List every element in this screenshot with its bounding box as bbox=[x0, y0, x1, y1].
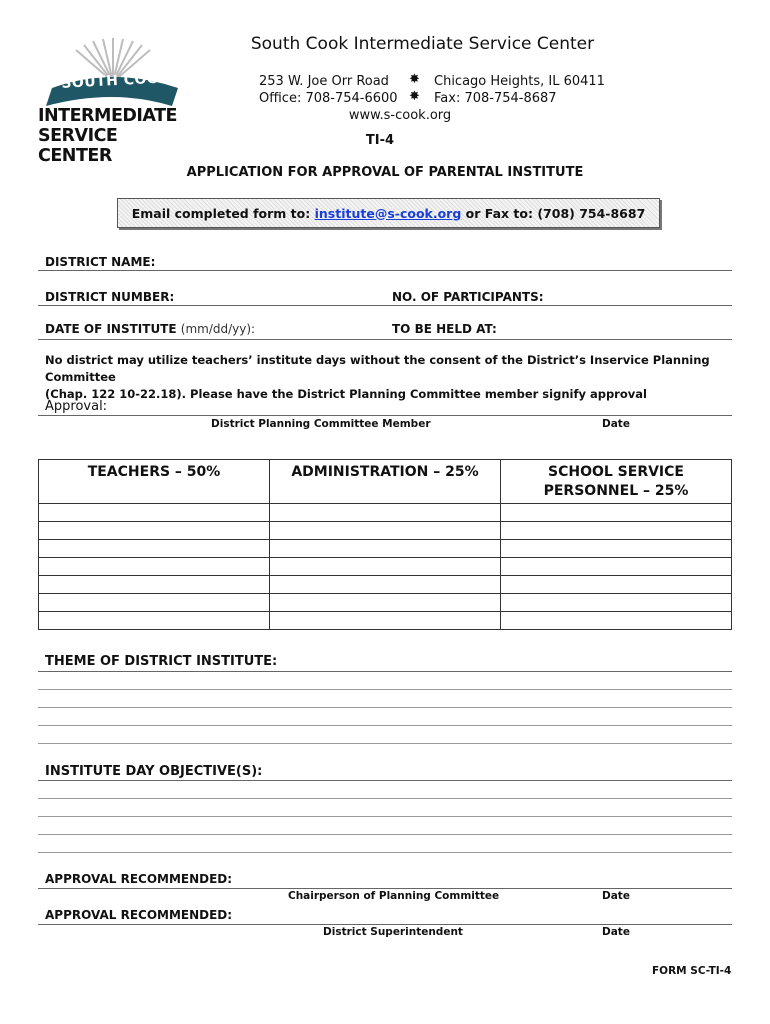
city: Chicago Heights, IL 60411 bbox=[434, 74, 605, 89]
email-box bbox=[117, 198, 660, 228]
table-cell[interactable] bbox=[501, 540, 732, 558]
table-cell[interactable] bbox=[501, 504, 732, 522]
district-number-line[interactable] bbox=[38, 305, 732, 306]
superintendent-date-caption: Date bbox=[602, 926, 630, 938]
table-cell[interactable] bbox=[39, 612, 270, 630]
table-row bbox=[39, 540, 732, 558]
table-cell[interactable] bbox=[270, 558, 501, 576]
chairperson-date-caption: Date bbox=[602, 890, 630, 902]
table-row bbox=[39, 612, 732, 630]
page-title: APPLICATION FOR APPROVAL OF PARENTAL INSTITUTE bbox=[186, 165, 584, 180]
logo-line2: INTERMEDIATE bbox=[38, 106, 178, 126]
table-row bbox=[39, 594, 732, 612]
table-cell[interactable] bbox=[501, 522, 732, 540]
notice-line1: No district may utilize teachers’ institute days without the consent of the District’s Inservice Planning Committee bbox=[45, 353, 710, 384]
logo bbox=[38, 36, 188, 166]
table-cell[interactable] bbox=[39, 558, 270, 576]
approval-recommended-label-1: APPROVAL RECOMMENDED: bbox=[45, 872, 233, 886]
staff-table bbox=[38, 459, 732, 630]
form-code: TI-4 bbox=[365, 133, 395, 148]
superintendent-signature-line[interactable] bbox=[38, 924, 732, 925]
member-caption: District Planning Committee Member bbox=[211, 418, 431, 430]
notice-text bbox=[45, 352, 735, 403]
theme-line[interactable] bbox=[38, 671, 732, 672]
org-name: South Cook Intermediate Service Center bbox=[250, 34, 595, 54]
table-cell[interactable] bbox=[501, 612, 732, 630]
form-id: FORM SC-TI-4 bbox=[652, 965, 732, 977]
superintendent-caption: District Superintendent bbox=[323, 926, 463, 938]
logo-line1: SOUTH COOK bbox=[60, 70, 172, 92]
date-format-hint: (mm/dd/yy): bbox=[180, 322, 256, 336]
notice-line2: (Chap. 122 10-22.18). Please have the District Planning Committee member signify approval bbox=[45, 387, 647, 401]
table-cell[interactable] bbox=[270, 522, 501, 540]
objectives-label: INSTITUTE DAY OBJECTIVE(S): bbox=[45, 764, 263, 779]
star-icon: ✸ bbox=[409, 72, 420, 87]
col-administration: ADMINISTRATION – 25% bbox=[270, 460, 501, 504]
website: www.s-cook.org bbox=[348, 108, 452, 123]
approval-label: Approval: bbox=[45, 399, 108, 414]
objectives-line[interactable] bbox=[38, 780, 732, 781]
theme-label: THEME OF DISTRICT INSTITUTE: bbox=[45, 654, 278, 669]
district-name-label: DISTRICT NAME: bbox=[45, 255, 156, 269]
table-row bbox=[39, 522, 732, 540]
table-cell[interactable] bbox=[39, 594, 270, 612]
approval-date-caption: Date bbox=[602, 418, 630, 430]
star-icon: ✸ bbox=[409, 89, 420, 104]
theme-line[interactable] bbox=[38, 707, 732, 708]
chairperson-signature-line[interactable] bbox=[38, 888, 732, 889]
to-be-held-label: TO BE HELD AT: bbox=[392, 322, 497, 336]
chairperson-caption: Chairperson of Planning Committee bbox=[288, 890, 500, 902]
date-line[interactable] bbox=[38, 339, 732, 340]
address: 253 W. Joe Orr Road bbox=[259, 74, 389, 89]
theme-line[interactable] bbox=[38, 689, 732, 690]
table-cell[interactable] bbox=[270, 576, 501, 594]
table-cell[interactable] bbox=[39, 522, 270, 540]
table-cell[interactable] bbox=[39, 540, 270, 558]
table-cell[interactable] bbox=[270, 594, 501, 612]
approval-recommended-label-2: APPROVAL RECOMMENDED: bbox=[45, 908, 233, 922]
table-cell[interactable] bbox=[501, 558, 732, 576]
email-suffix: or Fax to: (708) 754-8687 bbox=[465, 205, 646, 221]
objectives-line[interactable] bbox=[38, 816, 732, 817]
date-of-institute-label bbox=[45, 322, 255, 336]
office-phone: Office: 708-754-6600 bbox=[259, 91, 398, 106]
table-cell[interactable] bbox=[270, 612, 501, 630]
email-link[interactable]: institute@s-cook.org bbox=[314, 205, 462, 221]
theme-line[interactable] bbox=[38, 725, 732, 726]
objectives-line[interactable] bbox=[38, 798, 732, 799]
table-row bbox=[39, 576, 732, 594]
table-cell[interactable] bbox=[501, 594, 732, 612]
table-row bbox=[39, 558, 732, 576]
table-row bbox=[39, 504, 732, 522]
table-cell[interactable] bbox=[39, 504, 270, 522]
district-number-label: DISTRICT NUMBER: bbox=[45, 290, 175, 304]
theme-line[interactable] bbox=[38, 743, 732, 744]
district-name-line[interactable] bbox=[38, 270, 732, 271]
col-teachers: TEACHERS – 50% bbox=[39, 460, 270, 504]
table-cell[interactable] bbox=[270, 504, 501, 522]
table-cell[interactable] bbox=[39, 576, 270, 594]
email-prefix: Email completed form to: bbox=[131, 205, 311, 221]
col-school-service-line1: SCHOOL SERVICE bbox=[548, 464, 684, 480]
participants-label: NO. OF PARTICIPANTS: bbox=[392, 290, 544, 304]
approval-line[interactable] bbox=[38, 415, 732, 416]
table-cell[interactable] bbox=[501, 576, 732, 594]
table-header-row bbox=[39, 460, 732, 504]
table-cell[interactable] bbox=[270, 540, 501, 558]
logo-line3: SERVICE CENTER bbox=[38, 126, 118, 166]
col-school-service-line2: PERSONNEL – 25% bbox=[543, 483, 689, 499]
objectives-line[interactable] bbox=[38, 834, 732, 835]
fax-number: Fax: 708-754-8687 bbox=[434, 91, 557, 106]
col-school-service bbox=[501, 460, 732, 504]
objectives-line[interactable] bbox=[38, 852, 732, 853]
date-label-text: DATE OF INSTITUTE bbox=[45, 322, 177, 336]
